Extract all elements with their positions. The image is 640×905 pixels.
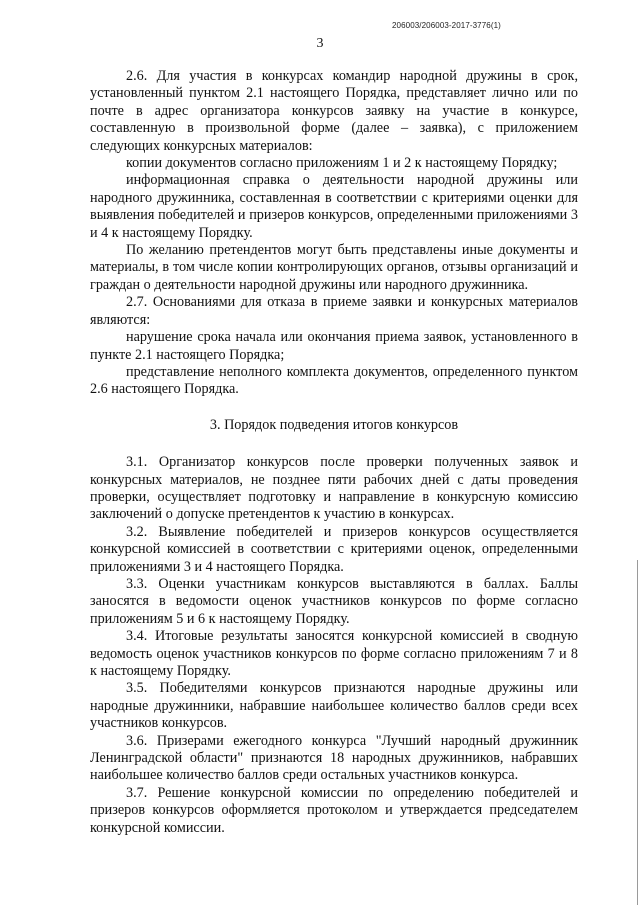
paragraph-3-5: 3.5. Победителями конкурсов признаются народные дружины или народные дружинники, набравшие наибольшее количество баллов среди всех участников конкурсов.: [90, 680, 578, 732]
paragraph-list-copies: копии документов согласно приложениям 1 и 2 к настоящему Порядку;: [126, 155, 558, 172]
paragraph-2-6: 2.6. Для участия в конкурсах командир народной дружины в срок, установленный пунктом 2.1 настоящего Порядка, представляет лично или по почте в адрес организатора конкурсов заявку на участие в конкурсе, составленную в произвольной форме (далее – заявка), с приложением следующих конкурсных материалов:: [90, 68, 578, 154]
paragraph-list-info: информационная справка о деятельности народной дружины или народного дружинника, составленная в соответствии с критериями оценки для выявления победителей и призеров конкурсов, определенными приложениями 3 и 4 к настоящему Порядку.: [90, 172, 578, 241]
paragraph-3-3: 3.3. Оценки участникам конкурсов выставляются в баллах. Баллы заносятся в ведомости оценок участников конкурсов по форме согласно приложениям 5 и 6 к настоящему Порядку.: [90, 575, 578, 627]
paragraph-3-2: 3.2. Выявление победителей и призеров конкурсов осуществляется конкурсной комиссией в соответствии с критериями оценок, определенными приложениями 3 и 4 настоящего Порядка.: [90, 523, 578, 575]
paragraph-optional-docs: По желанию претендентов могут быть представлены иные документы и материалы, в том числе копии контролирующих органов, отзывы организаций и граждан о деятельности народной дружины или народного дружинника.: [90, 242, 578, 293]
scan-edge-line: [637, 560, 638, 905]
paragraph-3-7: 3.7. Решение конкурсной комиссии по определению победителей и призеров конкурсов оформляется протоколом и утверждается председателем конкурсной комиссии.: [90, 784, 578, 836]
page-number: 3: [316, 36, 324, 51]
paragraph-refusal-deadline: нарушение срока начала или окончания приема заявок, установленного в пункте 2.1 настоящего Порядка;: [90, 329, 578, 363]
paragraph-3-6: 3.6. Призерами ежегодного конкурса "Лучший народный дружинник Ленинградской области" признаются 18 народных дружинников, набравших наибольшее количество баллов среди остальных участников конкурса.: [90, 732, 578, 784]
section-title: 3. Порядок подведения итогов конкурсов: [209, 416, 459, 433]
document-id: 206003/206003-2017-3776(1): [392, 21, 501, 30]
document-body: [90, 68, 578, 837]
paragraph-3-1: 3.1. Организатор конкурсов после проверки полученных заявок и конкурсных материалов, не позднее пяти рабочих дней с даты проведения проверки, осуществляет подготовку и направление в конкурсную комиссию заключений о допуске претендентов к участию в конкурсах.: [90, 454, 578, 523]
paragraph-refusal-incomplete: представление неполного комплекта документов, определенного пунктом 2.6 настоящего Порядка.: [90, 363, 578, 398]
paragraph-2-7: 2.7. Основаниями для отказа в приеме заявки и конкурсных материалов являются:: [90, 294, 578, 328]
paragraph-3-4: 3.4. Итоговые результаты заносятся конкурсной комиссией в сводную ведомость оценок участников конкурсов по форме согласно приложениям 7 и 8 к настоящему Порядку.: [90, 628, 578, 679]
